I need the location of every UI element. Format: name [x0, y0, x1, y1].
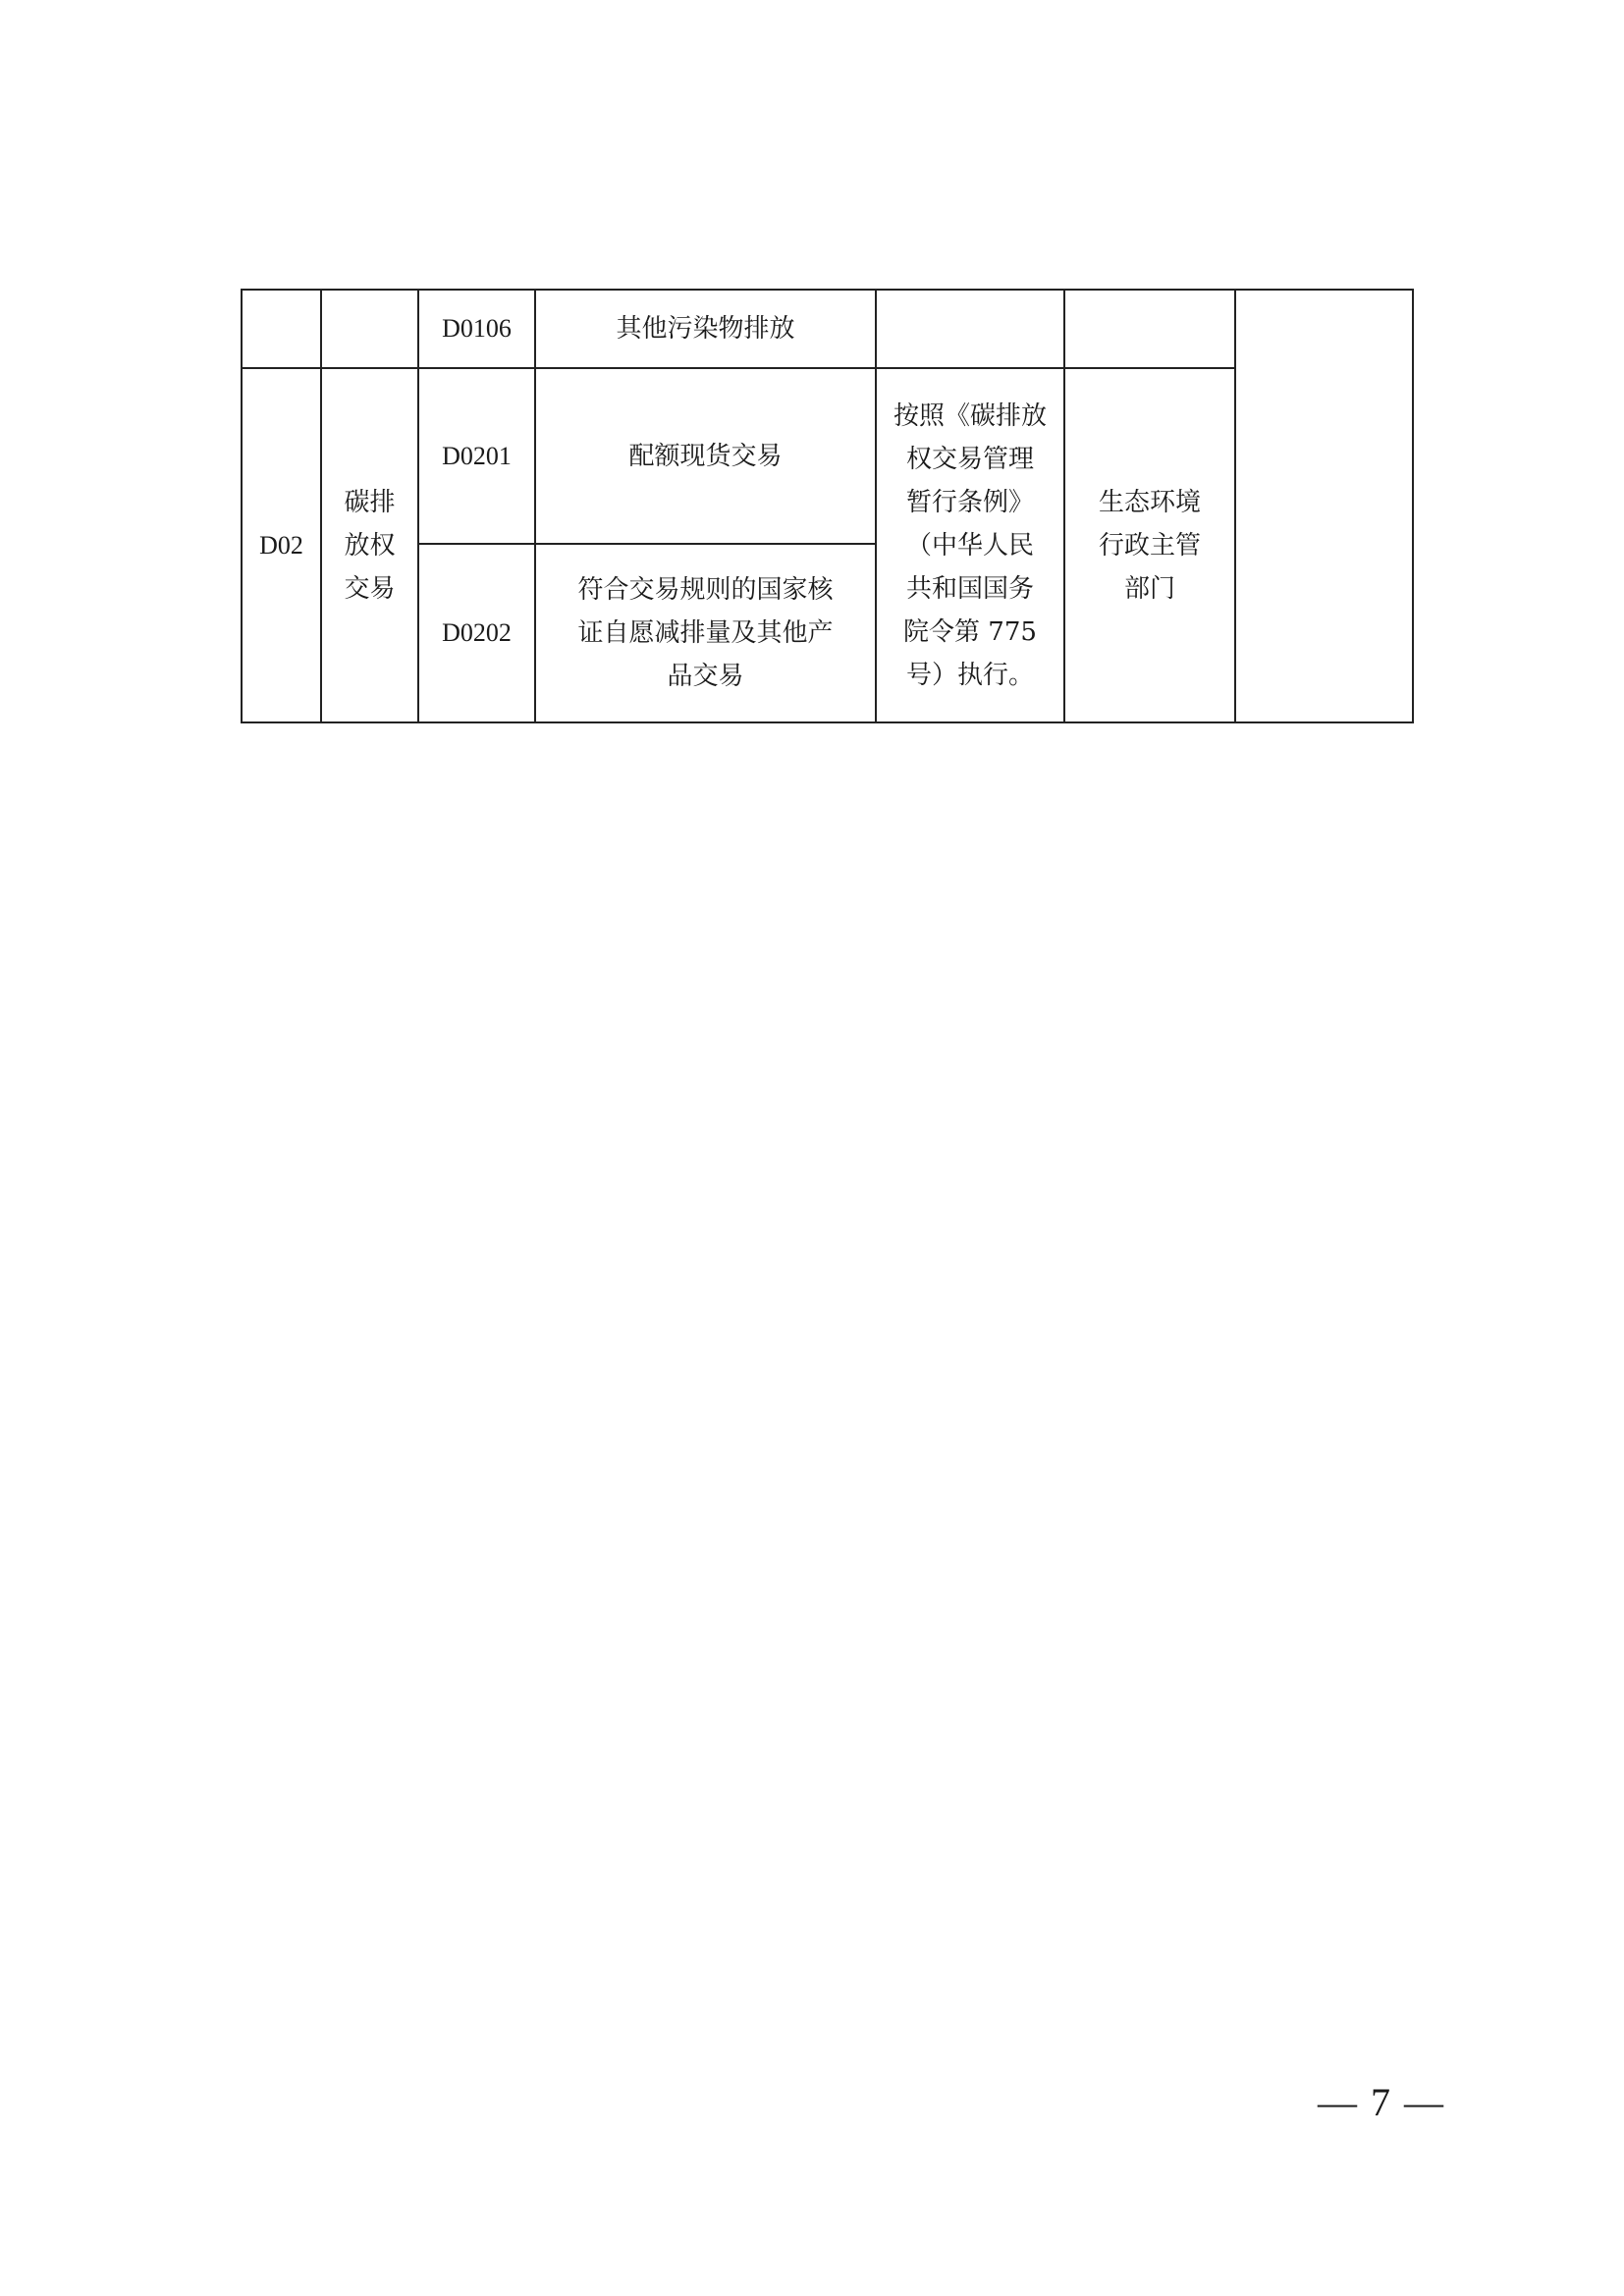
item-name-line: 证自愿减排量及其他产: [577, 618, 834, 648]
legal-basis-d02: [876, 368, 1064, 722]
item-name-line: 品交易: [667, 662, 744, 691]
remarks-cell: [1235, 290, 1413, 722]
category-name-cell: [321, 290, 418, 368]
item-name-line: 符合交易规则的国家核: [577, 575, 834, 605]
category-name-d02: [321, 368, 418, 722]
item-name-d0201: [535, 368, 876, 544]
authority-d02: [1064, 368, 1235, 722]
basis-line: 号）执行。: [905, 660, 1034, 690]
authority-line: 行政主管: [1098, 530, 1201, 561]
page-number: — 7 —: [1318, 2080, 1445, 2124]
basis-line: 暂行条例》: [905, 487, 1034, 517]
catalog-table: [241, 289, 1414, 723]
basis-line: （中华人民: [905, 530, 1034, 561]
basis-line: 院令第 775: [903, 616, 1037, 647]
authority-line: 部门: [1123, 573, 1175, 604]
item-code-d0106: D0106: [418, 290, 535, 368]
item-name-line: 配额现货交易: [628, 441, 783, 471]
authority-line: 生态环境: [1098, 487, 1201, 517]
item-name-d0106: 其他污染物排放: [535, 290, 876, 368]
item-name-d0202: [535, 544, 876, 722]
basis-line: 共和国国务: [905, 573, 1034, 604]
category-name-line: 碳排: [344, 487, 396, 517]
basis-line: 权交易管理: [905, 444, 1034, 474]
category-name-line: 放权: [344, 530, 396, 561]
table-row: [242, 290, 1413, 368]
basis-line: 按照《碳排放: [893, 400, 1047, 431]
item-code-d0202: D0202: [418, 544, 535, 722]
basis-cell: [876, 290, 1064, 368]
item-code-d0201: D0201: [418, 368, 535, 544]
authority-cell: [1064, 290, 1235, 368]
category-code-d02: D02: [242, 368, 321, 722]
category-name-line: 交易: [344, 573, 396, 604]
category-code-cell: [242, 290, 321, 368]
